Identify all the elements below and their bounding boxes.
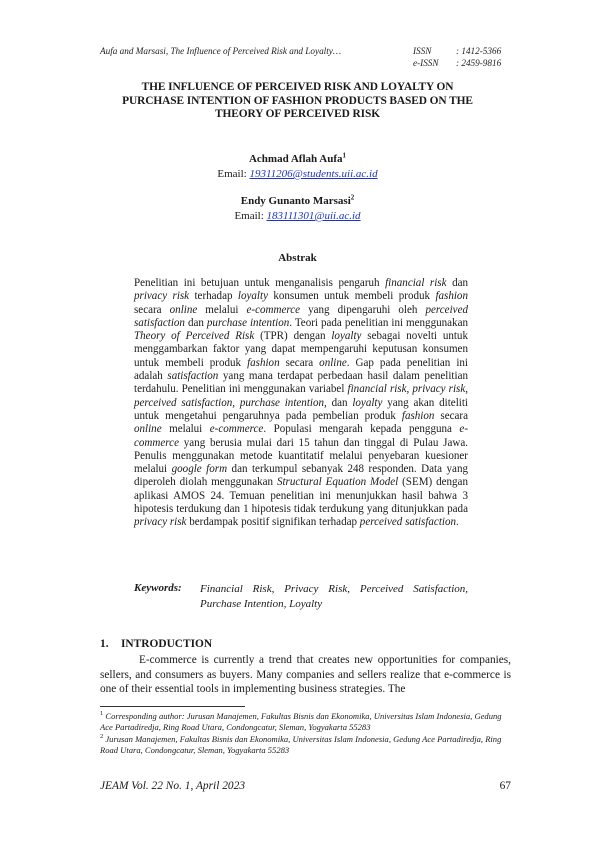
author-name: Endy Gunanto Marsasi$^2$ (240, 193, 355, 207)
footnote: $^1$ Corresponding author: Jurusan Manajemen, Fakultas Bisnis dan Ekonomika, Universitas Islam Indonesia, Gedung Ace Partadiredja, Ring Road Utara, Condongcatur, Sleman, Yogyakarta 55283 (100, 710, 502, 733)
section-number: 1. (100, 638, 109, 650)
author-email (100, 168, 495, 180)
title-line: THEORY OF PERCEIVED RISK (214, 108, 381, 121)
title-line: PURCHASE INTENTION OF FASHION PRODUCTS BASED ON THE (122, 94, 473, 107)
introduction-paragraph: E-commerce is currently a trend that creates new opportunities for companies, sellers, and consumers as buyers. Many companies and sellers realize that e-commerce is one of their essential tools in implementing business strategies. The (100, 654, 511, 696)
section-title: INTRODUCTION (121, 638, 213, 650)
page-number: 67 (499, 780, 511, 792)
footnote-mark: 1 (100, 710, 104, 718)
section-heading (100, 638, 212, 650)
keywords-label: Keywords: (134, 582, 182, 594)
keywords-text: Financial Risk, Privacy Risk, Perceived Satisfaction, Purchase Intention, Loyalty (200, 583, 468, 610)
abstract-heading: Abstrak (278, 252, 317, 264)
footnote-divider (100, 706, 245, 707)
email-label: Email: (234, 210, 267, 222)
author-name: Achmad Aflah Aufa$^1$ (248, 151, 347, 165)
eissn-label: e-ISSN (413, 58, 439, 68)
eissn-value: : 2459-9816 (456, 58, 502, 68)
email-link[interactable]: 183111301@uii.ac.id (266, 210, 361, 222)
issn-label: ISSN (413, 46, 432, 56)
running-title: Aufa and Marsasi, The Influence of Perceived Risk and Loyalty… (100, 46, 342, 56)
email-link[interactable]: 19311206@students.uii.ac.id (249, 168, 378, 180)
issn-value: : 1412-5366 (456, 46, 502, 56)
title-line: THE INFLUENCE OF PERCEIVED RISK AND LOYALTY ON (141, 81, 454, 93)
footnote: $^2$ Jurusan Manajemen, Fakultas Bisnis dan Ekonomika, Universitas Islam Indonesia, Gedung Ace Partadiredja, Ring Road Utara, Condongcatur, Sleman, Yogyakarta 55283 (100, 733, 502, 756)
email-label: Email: (217, 168, 250, 180)
journal-citation: JEAM Vol. 22 No. 1, April 2023 (100, 780, 246, 792)
author-email (100, 210, 495, 222)
footnote-mark: 2 (100, 733, 104, 741)
author-footnote-mark: 1 (342, 151, 347, 160)
author-footnote-mark: 2 (350, 193, 355, 202)
paper-title (100, 81, 495, 122)
abstract-body: Penelitian ini betujuan untuk menganalisis pengaruh financial risk dan privacy risk terhadap loyalty konsumen untuk membeli produk fashion secara online melalui e-commerce yang dipengaruhi oleh perceived satisfaction dan purchase intention. Teori pada penelitian ini menggunakan Theory of Perceived Risk (TPR) dengan loyalty sebagai novelti untuk menggambarkan faktor yang dapat mempengaruhi keputusan konsumen untuk membeli produk fashion secara online. Gap pada penelitian ini adalah satisfaction yang mana terdapat perbedaan hasil dalam penelitian terdahulu. Penelitian ini menggunakan variabel financial risk, privacy risk, perceived satisfaction, purchase intention, dan loyalty yang akan diteliti untuk mengetahui pengaruhnya pada pembelian produk fashion secara online melalui e-commerce. Populasi mengarah kepada pengguna e-commerce yang berusia mulai dari 15 tahun dan tinggal di Pulau Jawa. Penulis menggunakan metode kuantitatif melalui penyebaran kuesioner melalui google form dan terkumpul sebanyak 248 responden. Data yang diperoleh diolah menggunakan Structural Equation Model (SEM) dengan aplikasi AMOS 24. Temuan penelitian ini menunjukkan hasil bahwa 3 hipotesis terdukung dan 1 hipotesis tidak terdukung yang ditunjukkan pada privacy risk berdampak positif signifikan terhadap perceived satisfaction. (134, 277, 469, 529)
